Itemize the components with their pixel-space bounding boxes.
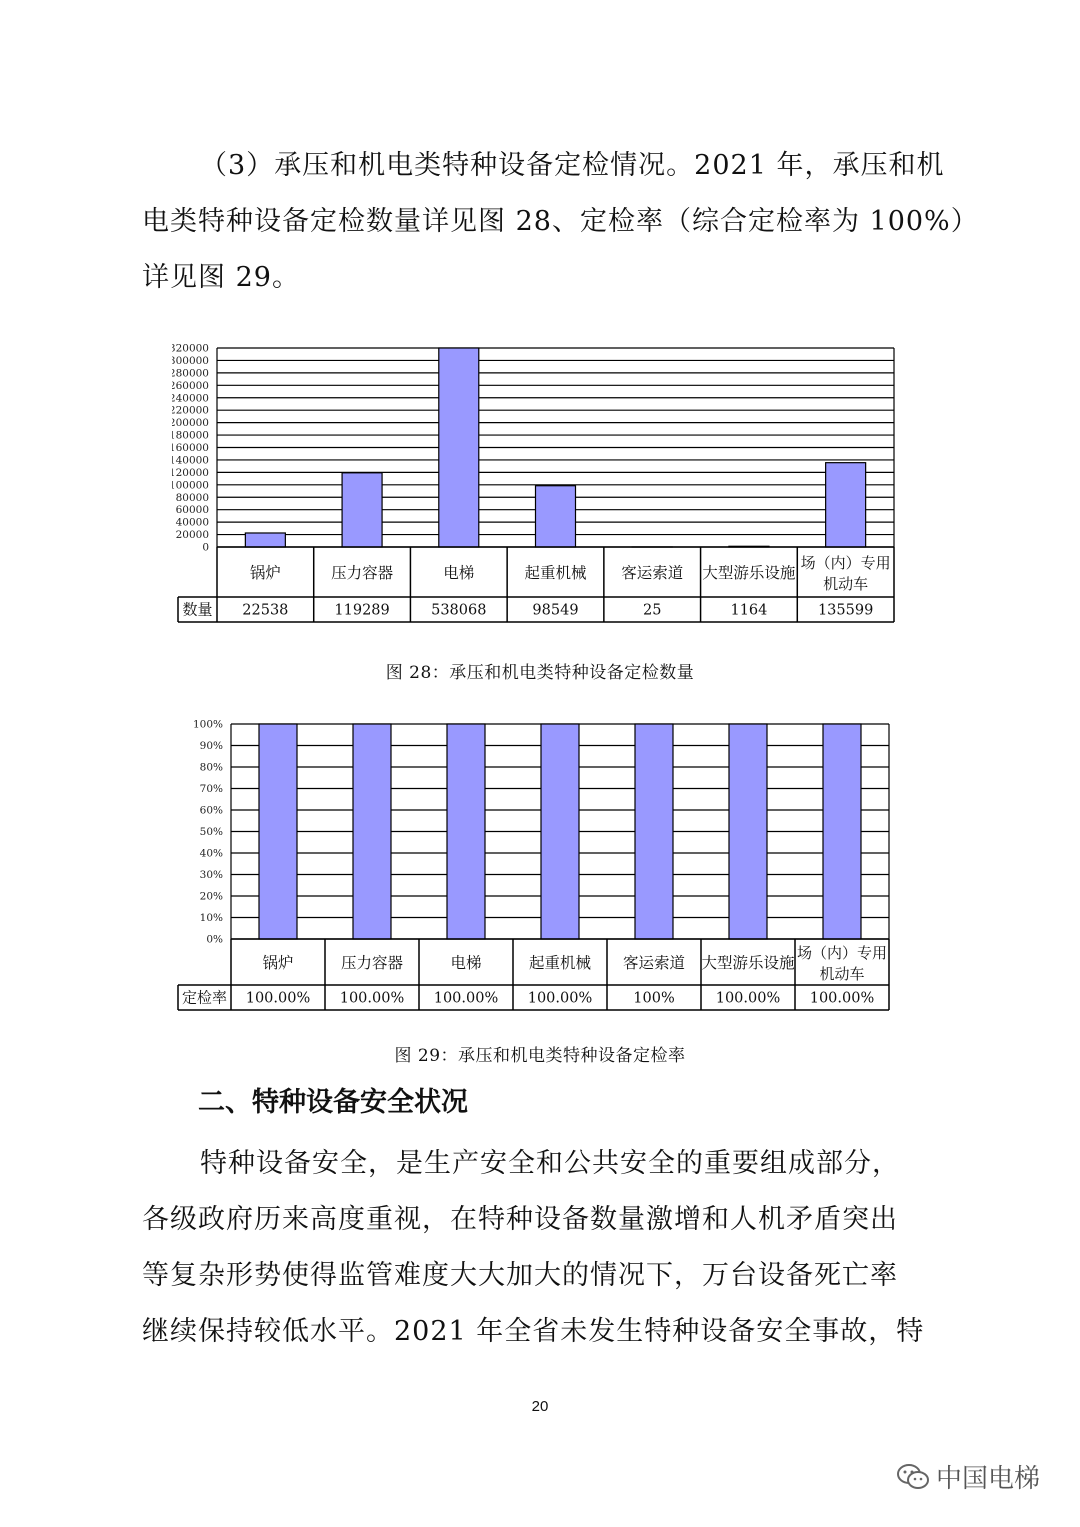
y-tick-label: 80000 xyxy=(175,491,209,504)
x-category-label: 客运索道 xyxy=(621,564,684,582)
y-tick-label: 0% xyxy=(206,933,223,946)
section-paragraph xyxy=(142,1136,942,1360)
section-line: 等复杂形势使得监管难度大大加大的情况下，万台设备死亡率 xyxy=(142,1260,898,1291)
data-value-label: 100.00% xyxy=(715,990,781,1007)
x-category-label: 客运索道 xyxy=(622,954,686,972)
x-category-label: 压力容器 xyxy=(340,954,404,972)
intro-line: 电类特种设备定检数量详见图 28、定检率（综合定检率为 100%） xyxy=(142,206,979,237)
data-value-label: 1164 xyxy=(730,602,768,619)
data-value-label: 119289 xyxy=(334,602,390,619)
bar xyxy=(439,348,479,547)
y-tick-label: 200000 xyxy=(172,417,209,430)
x-category-label: 机动车 xyxy=(823,575,869,593)
section-line: 继续保持较低水平。2021 年全省未发生特种设备安全事故，特 xyxy=(142,1316,925,1347)
y-tick-label: 60% xyxy=(199,804,223,817)
bar xyxy=(729,724,767,939)
y-tick-label: 20000 xyxy=(175,529,209,542)
y-tick-label: 20% xyxy=(199,890,223,903)
table-row-label: 定检率 xyxy=(181,988,228,1007)
data-value-label: 538068 xyxy=(431,602,487,619)
y-tick-label: 320000 xyxy=(172,342,209,355)
intro-line: （3）承压和机电类特种设备定检情况。2021 年，承压和机 xyxy=(200,150,945,181)
x-category-label: 场（内）专用 xyxy=(800,554,891,572)
x-category-label: 起重机械 xyxy=(528,954,592,972)
data-value-label: 100.00% xyxy=(245,990,311,1007)
section-line: 特种设备安全，是生产安全和公共安全的重要组成部分， xyxy=(200,1148,900,1179)
y-tick-label: 90% xyxy=(199,740,223,752)
intro-line: 详见图 29。 xyxy=(142,262,300,293)
bar xyxy=(536,486,576,547)
x-category-label: 电梯 xyxy=(443,564,475,582)
data-value-label: 100.00% xyxy=(433,990,499,1007)
y-tick-label: 30% xyxy=(199,869,223,881)
data-value-label: 100% xyxy=(633,990,675,1007)
y-tick-label: 10% xyxy=(199,912,223,924)
chart-fig29 xyxy=(172,714,902,1020)
data-value-label: 135599 xyxy=(817,602,874,619)
x-category-label: 压力容器 xyxy=(331,564,394,582)
y-tick-label: 280000 xyxy=(172,367,209,380)
watermark-text: 中国电梯 xyxy=(936,1464,1041,1494)
data-value-label: 100.00% xyxy=(809,990,875,1007)
x-category-label: 起重机械 xyxy=(524,564,587,582)
x-category-label: 锅炉 xyxy=(249,564,281,582)
y-tick-label: 300000 xyxy=(172,354,209,367)
x-category-label: 场（内）专用 xyxy=(796,944,888,962)
bar xyxy=(635,724,673,939)
section-line: 各级政府历来高度重视，在特种设备数量激增和人机矛盾突出 xyxy=(142,1204,898,1235)
chart-fig28 xyxy=(172,338,902,634)
section-heading: 二、特种设备安全状况 xyxy=(198,1087,468,1118)
bar xyxy=(245,533,285,547)
data-value-label: 100.00% xyxy=(527,990,593,1007)
intro-paragraph xyxy=(142,138,979,306)
bar xyxy=(353,724,391,939)
y-tick-label: 40% xyxy=(199,847,223,860)
chart-fig29-svg xyxy=(172,714,902,1016)
data-value-label: 22538 xyxy=(242,602,289,619)
page-number: 20 xyxy=(531,1398,549,1415)
x-category-label: 大型游乐设施 xyxy=(702,564,796,582)
caption-fig29: 图 29：承压和机电类特种设备定检率 xyxy=(394,1046,686,1066)
y-tick-label: 100000 xyxy=(172,479,209,492)
y-tick-label: 80% xyxy=(199,761,223,774)
y-tick-label: 160000 xyxy=(172,442,209,454)
y-tick-label: 180000 xyxy=(172,429,209,442)
y-tick-label: 240000 xyxy=(172,392,209,405)
y-tick-label: 60000 xyxy=(175,504,209,517)
bar xyxy=(826,463,866,547)
watermark xyxy=(896,1458,1040,1495)
table-row-label: 数量 xyxy=(182,600,213,619)
y-tick-label: 120000 xyxy=(172,466,209,479)
y-tick-label: 140000 xyxy=(172,454,209,467)
x-category-label: 大型游乐设施 xyxy=(701,954,795,972)
bar xyxy=(823,724,861,939)
y-tick-label: 220000 xyxy=(172,404,209,417)
y-tick-label: 0 xyxy=(202,541,209,554)
y-tick-label: 50% xyxy=(199,826,223,838)
y-tick-label: 100% xyxy=(192,718,223,731)
bar xyxy=(342,473,382,547)
bar xyxy=(447,724,485,939)
data-value-label: 100.00% xyxy=(339,990,405,1007)
chart-fig28-svg xyxy=(172,338,902,630)
bar xyxy=(541,724,579,939)
y-tick-label: 40000 xyxy=(175,516,209,529)
caption-fig28: 图 28：承压和机电类特种设备定检数量 xyxy=(385,663,695,683)
y-tick-label: 70% xyxy=(199,783,223,795)
y-tick-label: 260000 xyxy=(172,379,209,392)
x-category-label: 机动车 xyxy=(819,965,865,983)
wechat-icon xyxy=(896,1463,930,1491)
x-category-label: 电梯 xyxy=(450,954,482,972)
bar xyxy=(259,724,297,939)
data-value-label: 98549 xyxy=(532,602,579,619)
x-category-label: 锅炉 xyxy=(262,954,294,972)
data-value-label: 25 xyxy=(642,602,662,619)
